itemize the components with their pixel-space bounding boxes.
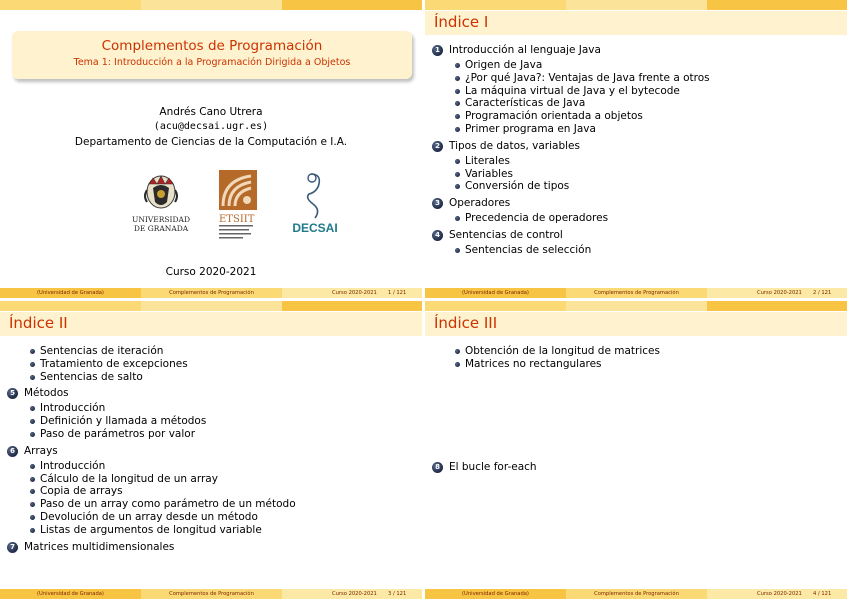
toc-subsection-item[interactable] — [0, 402, 422, 415]
section-number-ball-icon: 8 — [432, 462, 443, 473]
toc-subsection-item[interactable] — [0, 511, 422, 524]
slide-footer — [0, 589, 422, 599]
toc-subsection-label: ¿Por qué Java?: Ventajas de Java frente a otros — [465, 71, 710, 84]
footer-institution: (Universidad de Granada) — [0, 589, 141, 599]
footer-course-year: Curso 2020-2021 — [757, 591, 802, 597]
toc-subsection-label: Paso de un array como parámetro de un método — [40, 498, 296, 511]
footer-course-title: Complementos de Programación — [141, 589, 282, 599]
slide-footer — [425, 589, 847, 599]
frame-title-bar — [425, 312, 847, 336]
bullet-icon — [455, 76, 460, 81]
toc-section-item[interactable] — [425, 44, 847, 59]
toc-subsection-label: Definición y llamada a métodos — [40, 415, 207, 428]
footer-course-year: Curso 2020-2021 — [332, 591, 377, 597]
toc-subsection-item[interactable] — [425, 85, 847, 98]
footer-institution: (Universidad de Granada) — [425, 589, 566, 599]
toc-subsection-item[interactable] — [0, 428, 422, 441]
section-number-ball-icon: 5 — [7, 388, 18, 399]
bullet-icon — [455, 184, 460, 189]
bullet-icon — [30, 528, 35, 533]
toc-subsection-label: Características de Java — [465, 97, 586, 110]
frame-title: Índice III — [434, 314, 498, 332]
decsai-logo-text: DECSAI — [292, 221, 338, 235]
slide-top-band — [0, 301, 422, 311]
slide-3-index-2 — [0, 301, 422, 599]
toc-subsection-label: Programación orientada a objetos — [465, 110, 643, 123]
toc-subsection-item[interactable] — [425, 97, 847, 110]
bullet-icon — [30, 375, 35, 380]
footer-page-number: 2 / 121 — [813, 290, 832, 296]
toc-section-label: Introducción al lenguaje Java — [449, 44, 601, 56]
table-of-contents — [425, 44, 847, 261]
author-name: Andrés Cano Utrera — [159, 106, 263, 118]
toc-subsection-item[interactable] — [425, 168, 847, 181]
toc-subsection-label: Primer programa en Java — [465, 122, 596, 135]
toc-subsection-label: Copia de arrays — [40, 485, 123, 498]
toc-subsection-label: Sentencias de selección — [465, 243, 592, 256]
slide-top-band — [425, 301, 847, 311]
footer-course-title: Complementos de Programación — [566, 589, 707, 599]
toc-section-item[interactable] — [425, 461, 847, 476]
section-number-ball-icon: 4 — [432, 230, 443, 241]
toc-subsection-item[interactable] — [0, 358, 422, 371]
ugr-logo-text-1: UNIVERSIDAD — [132, 215, 190, 224]
toc-subsection-label: Introducción — [40, 459, 106, 472]
toc-section-label: Arrays — [24, 444, 58, 457]
toc-subsection-item[interactable] — [0, 524, 422, 537]
bullet-icon — [30, 489, 35, 494]
author-email: (acu@decsai.ugr.es) — [153, 121, 269, 132]
footer-page-number: 3 / 121 — [388, 591, 407, 597]
toc-section-label: El bucle for-each — [449, 460, 537, 473]
toc-subsection-label: Origen de Java — [465, 59, 543, 71]
toc-section-label: Tipos de datos, variables — [449, 139, 580, 152]
toc-subsection-item[interactable] — [0, 485, 422, 498]
toc-subsection-label: Precedencia de operadores — [465, 212, 609, 225]
toc-section-item[interactable] — [0, 445, 422, 460]
bullet-icon — [455, 127, 460, 132]
footer-institution: (Universidad de Granada) — [425, 288, 566, 298]
table-of-contents — [425, 345, 847, 480]
bullet-icon — [30, 432, 35, 437]
toc-subsection-item[interactable] — [425, 180, 847, 193]
section-number-ball-icon: 2 — [432, 141, 443, 152]
toc-subsection-item[interactable] — [425, 123, 847, 136]
toc-subsection-item[interactable] — [425, 244, 847, 257]
slide-top-band — [425, 0, 847, 10]
author-department: Departamento de Ciencias de la Computación e I.A. — [74, 136, 348, 148]
bullet-icon — [30, 502, 35, 507]
ugr-logo-text-2: DE GRANADA — [133, 224, 189, 233]
bullet-icon — [455, 362, 460, 367]
footer-course-title: Complementos de Programación — [141, 288, 282, 298]
toc-section-label: Matrices multidimensionales — [24, 540, 175, 553]
slide-top-band — [0, 0, 422, 10]
frame-title: Índice I — [434, 13, 489, 31]
etsiit-logo-text: ETSIIT — [219, 214, 255, 225]
toc-section-item[interactable] — [425, 140, 847, 155]
toc-section-label: Métodos — [24, 387, 69, 400]
section-number-ball-icon: 3 — [432, 198, 443, 209]
frame-title: Índice II — [9, 314, 68, 332]
bullet-icon — [30, 349, 35, 354]
footer-course-year: Curso 2020-2021 — [332, 290, 377, 296]
toc-subsection-label: Listas de argumentos de longitud variable — [40, 523, 262, 536]
table-of-contents — [0, 345, 422, 560]
toc-subsection-item[interactable] — [425, 110, 847, 123]
section-number-ball-icon: 1 — [432, 45, 443, 56]
toc-subsection-item[interactable] — [0, 345, 422, 358]
toc-subsection-item[interactable] — [425, 345, 847, 358]
decsai-logo-icon — [285, 170, 345, 242]
toc-subsection-label: Tratamiento de excepciones — [40, 357, 188, 370]
toc-subsection-item[interactable] — [425, 59, 847, 72]
toc-subsection-label: Devolución de un array desde un método — [40, 510, 258, 523]
bullet-icon — [455, 349, 460, 354]
bullet-icon — [30, 419, 35, 424]
slide-1-title — [0, 0, 422, 298]
bullet-icon — [30, 362, 35, 367]
toc-subsection-item[interactable] — [425, 155, 847, 168]
bullet-icon — [30, 477, 35, 482]
slide-4-index-3 — [425, 301, 847, 599]
slide-footer — [0, 288, 422, 298]
toc-subsection-label: Variables — [465, 167, 513, 180]
toc-subsection-item[interactable] — [0, 498, 422, 511]
toc-subsection-item[interactable] — [0, 415, 422, 428]
toc-subsection-label: Matrices no rectangulares — [465, 357, 602, 370]
ugr-logo-icon — [131, 170, 191, 242]
bullet-icon — [455, 159, 460, 164]
toc-subsection-label: Obtención de la longitud de matrices — [465, 345, 660, 357]
toc-section-item[interactable] — [425, 197, 847, 212]
title-box — [12, 31, 412, 79]
toc-subsection-item[interactable] — [0, 460, 422, 473]
toc-section-item[interactable] — [425, 229, 847, 244]
etsiit-logo-icon — [217, 170, 267, 242]
toc-section-label: Sentencias de control — [449, 228, 563, 241]
toc-subsection-item[interactable] — [425, 212, 847, 225]
footer-page-number: 4 / 121 — [813, 591, 832, 597]
toc-subsection-item[interactable] — [425, 358, 847, 371]
toc-section-item[interactable] — [0, 387, 422, 402]
toc-section-item[interactable] — [0, 541, 422, 556]
toc-subsection-label: Cálculo de la longitud de un array — [40, 472, 218, 485]
logos-row — [131, 170, 371, 242]
toc-subsection-item[interactable] — [425, 72, 847, 85]
slide-footer — [425, 288, 847, 298]
footer-page-number: 1 / 121 — [388, 290, 407, 296]
course-year: Curso 2020-2021 — [165, 266, 257, 278]
bullet-icon — [30, 464, 35, 469]
toc-subsection-label: Paso de parámetros por valor — [40, 427, 196, 440]
slide-divider-horizontal — [0, 298, 848, 301]
toc-subsection-item[interactable] — [0, 371, 422, 384]
bullet-icon — [455, 63, 460, 68]
bullet-icon — [30, 406, 35, 411]
frame-title-bar — [425, 11, 847, 35]
toc-subsection-label: Literales — [465, 154, 510, 167]
presentation-subtitle: Tema 1: Introducción a la Programación Dirigida a Objetos — [73, 57, 351, 68]
toc-subsection-label: Sentencias de salto — [40, 370, 143, 383]
frame-title-bar — [0, 312, 422, 336]
section-number-ball-icon: 6 — [7, 446, 18, 457]
bullet-icon — [455, 172, 460, 177]
bullet-icon — [455, 89, 460, 94]
bullet-icon — [30, 515, 35, 520]
toc-subsection-label: La máquina virtual de Java y el bytecode — [465, 84, 680, 97]
section-number-ball-icon: 7 — [7, 542, 18, 553]
slide-2-index-1 — [425, 0, 847, 298]
bullet-icon — [455, 216, 460, 221]
toc-subsection-label: Conversión de tipos — [465, 180, 570, 193]
toc-section-label: Operadores — [449, 197, 511, 210]
toc-subsection-label: Sentencias de iteración — [40, 345, 164, 357]
toc-subsection-item[interactable] — [0, 473, 422, 486]
footer-course-year: Curso 2020-2021 — [757, 290, 802, 296]
footer-institution: (Universidad de Granada) — [0, 288, 141, 298]
bullet-icon — [455, 248, 460, 253]
toc-subsection-label: Introducción — [40, 402, 106, 415]
presentation-title: Complementos de Programación — [101, 38, 323, 54]
bullet-icon — [455, 101, 460, 106]
bullet-icon — [455, 114, 460, 119]
footer-course-title: Complementos de Programación — [566, 288, 707, 298]
